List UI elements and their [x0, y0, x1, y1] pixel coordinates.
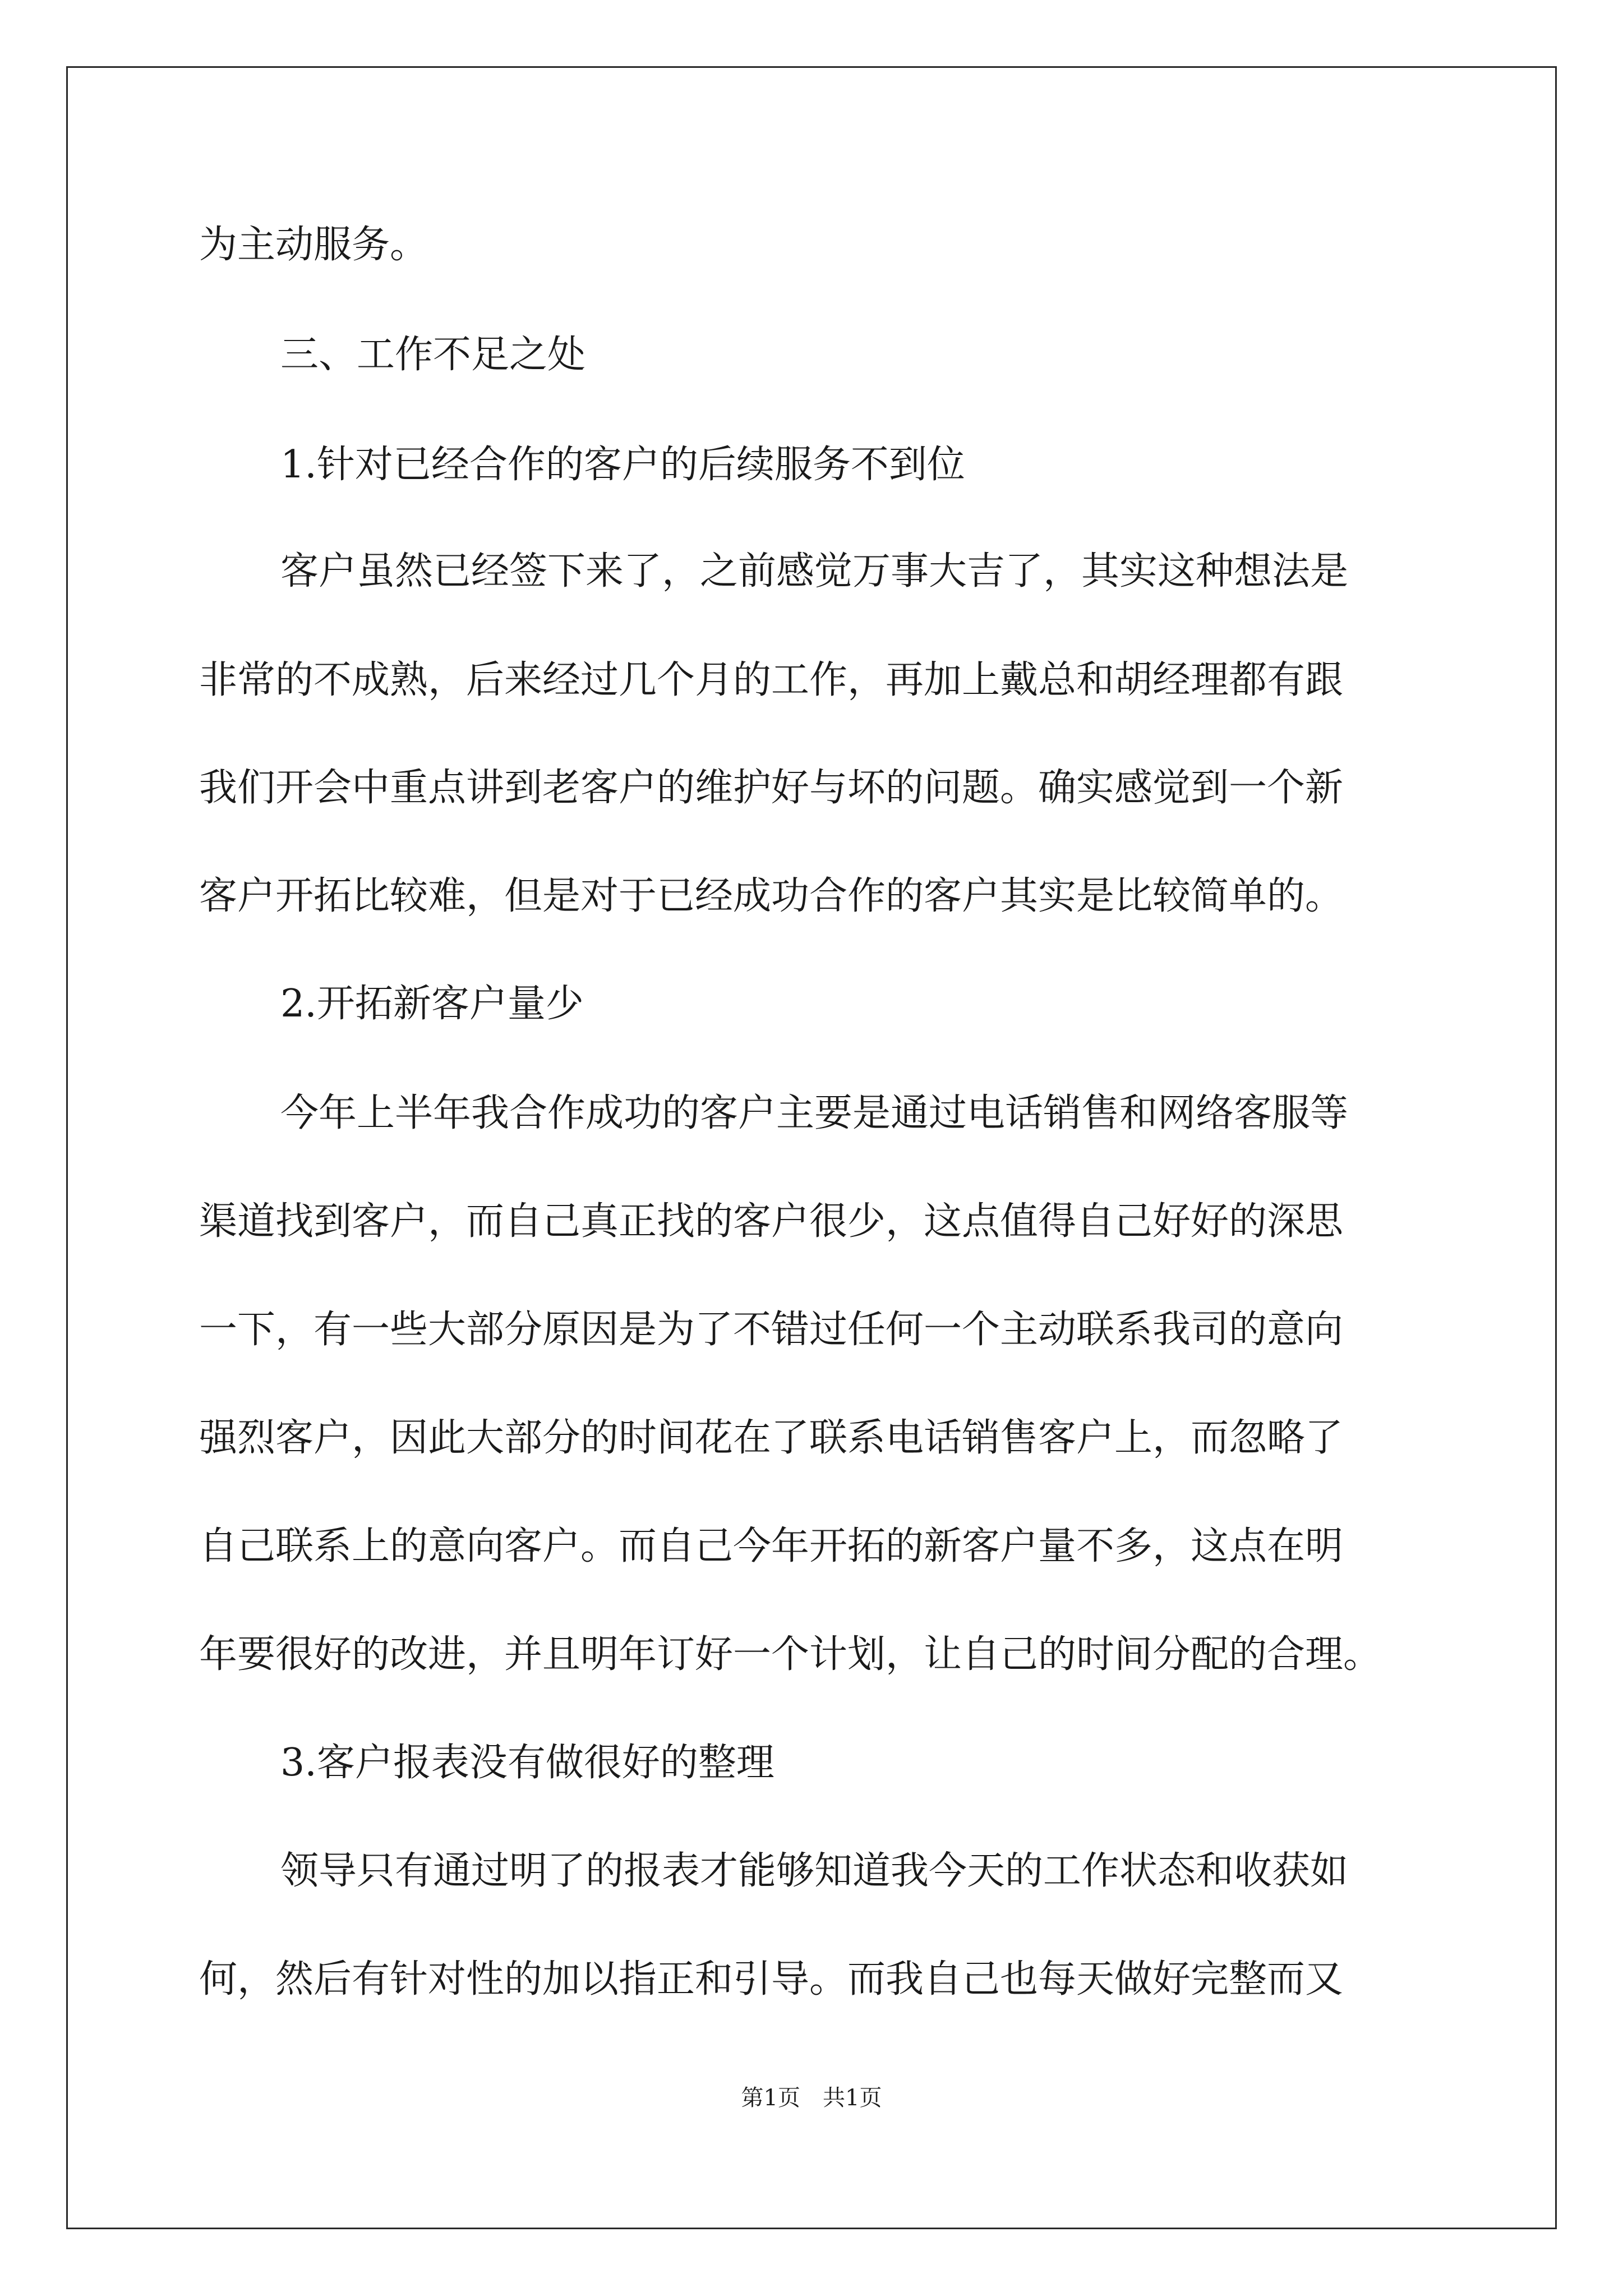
body-text-line: 客户开拓比较难，但是对于已经成功合作的客户其实是比较简单的。 [199, 874, 1344, 918]
subsection-heading: 1.针对已经合作的客户的后续服务不到位 [280, 443, 965, 487]
subsection-heading: 2.开拓新客户量少 [280, 982, 584, 1026]
subsection-heading: 3.客户报表没有做很好的整理 [280, 1741, 774, 1785]
body-text-line: 我们开会中重点讲到老客户的维护好与坏的问题。确实感觉到一个新 [199, 766, 1344, 810]
body-text-line: 领导只有通过明了的报表才能够知道我今天的工作状态和收获如 [280, 1849, 1349, 1893]
body-text-line: 强烈客户，因此大部分的时间花在了联系电话销售客户上，而忽略了 [199, 1416, 1344, 1460]
body-text-line: 何，然后有针对性的加以指正和引导。而我自己也每天做好完整而又 [199, 1957, 1344, 2001]
body-text-line: 自己联系上的意向客户。而自己今年开拓的新客户量不多，这点在明 [199, 1524, 1344, 1568]
body-text-line: 一下，有一些大部分原因是为了不错过任何一个主动联系我司的意向 [199, 1308, 1344, 1352]
page-footer: 第1页 共1页 [741, 2085, 882, 2111]
body-text-line: 客户虽然已经签下来了，之前感觉万事大吉了，其实这种想法是 [280, 549, 1349, 593]
body-text-line: 今年上半年我合作成功的客户主要是通过电话销售和网络客服等 [280, 1091, 1349, 1135]
body-text-line: 为主动服务。 [199, 223, 428, 267]
page-border [66, 66, 1557, 2229]
body-text-line: 非常的不成熟，后来经过几个月的工作，再加上戴总和胡经理都有跟 [199, 658, 1344, 702]
body-text-line: 渠道找到客户，而自己真正找的客户很少，这点值得自己好好的深思 [199, 1199, 1344, 1244]
section-heading: 三、工作不足之处 [280, 333, 586, 377]
body-text-line: 年要很好的改进，并且明年订好一个计划，让自己的时间分配的合理。 [199, 1632, 1382, 1677]
